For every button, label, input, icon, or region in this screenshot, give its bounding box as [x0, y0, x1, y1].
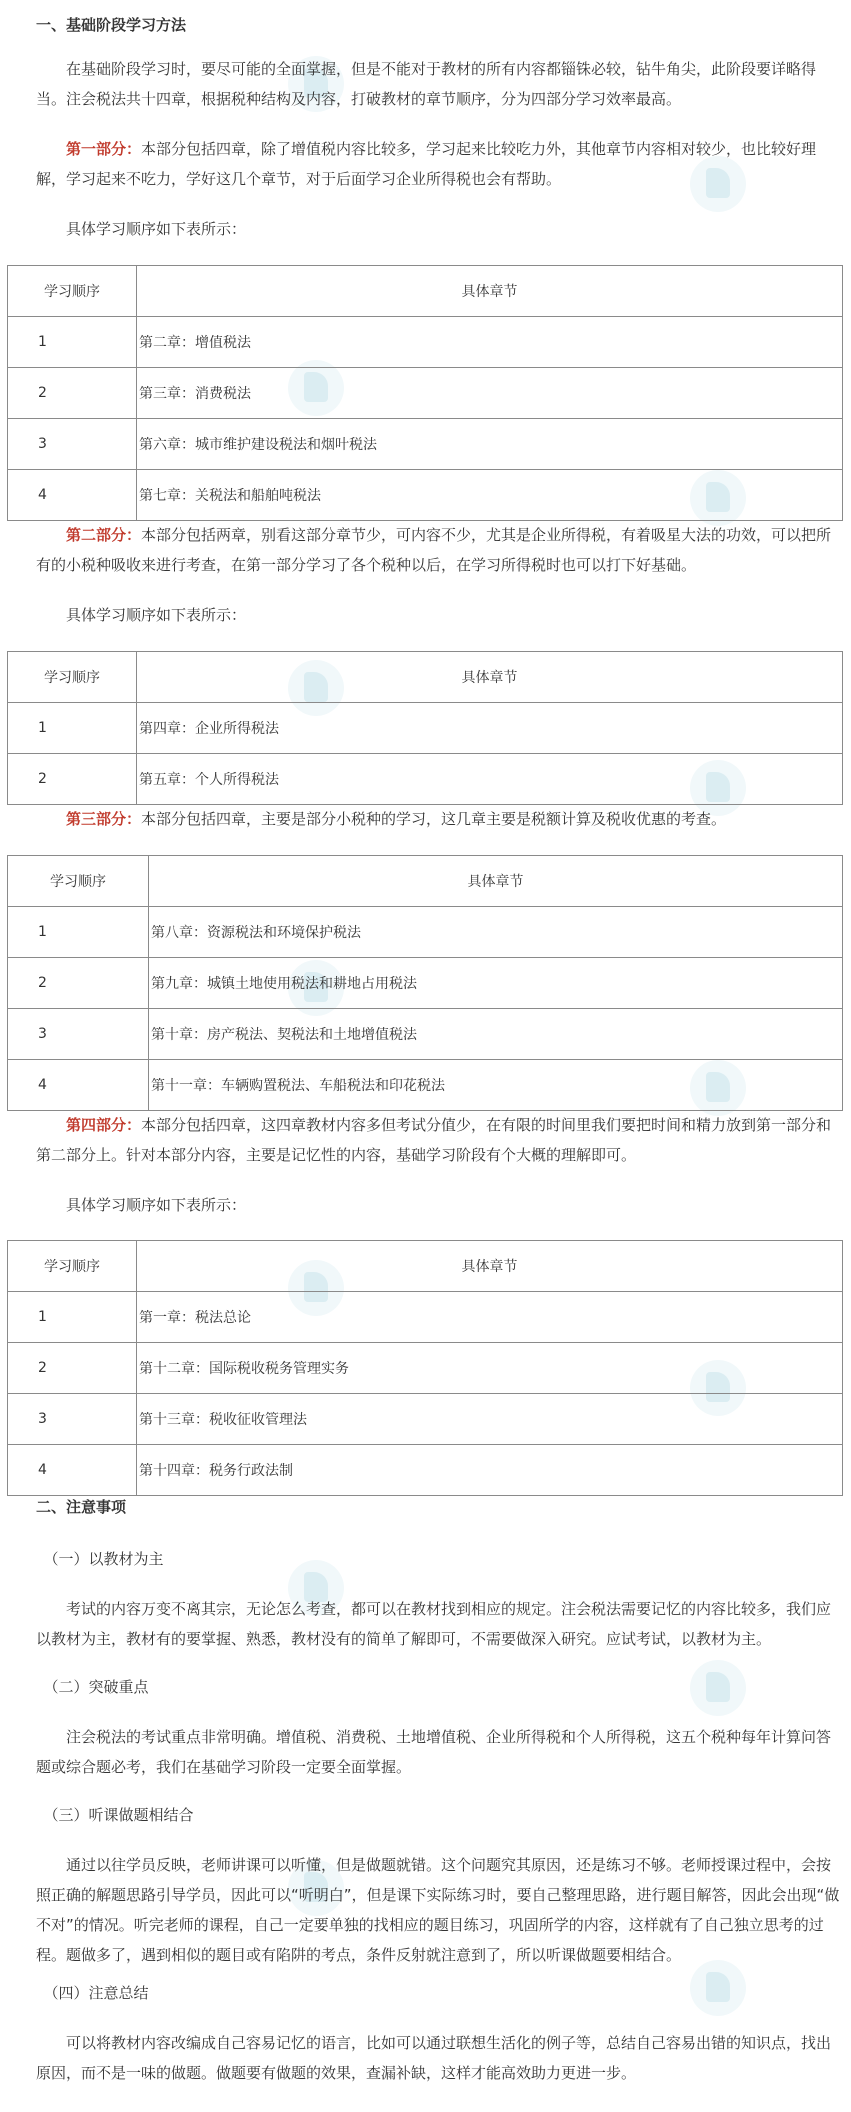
- table-header-row: [8, 652, 843, 703]
- part-1-label: 第一部分：: [66, 140, 142, 158]
- table-cell-chapter: 第十四章：税务行政法制: [137, 1445, 843, 1496]
- table-cell-order: 4: [8, 470, 137, 521]
- table-row: [8, 470, 843, 521]
- item-4-text: 可以将教材内容改编成自己容易记忆的语言，比如可以通过联想生活化的例子等，总结自己容易出错的知识点，找出原因，而不是一味的做题。做题要有做题的效果，查漏补缺，这样才能高效助力更进一步。: [36, 2034, 832, 2082]
- part-1-order-note: 具体学习顺序如下表所示：: [66, 220, 247, 238]
- table-row: [8, 754, 843, 805]
- table-cell-order: 3: [8, 1009, 149, 1060]
- table-cell-chapter: 第一章：税法总论: [137, 1292, 843, 1343]
- item-1-text: 考试的内容万变不离其宗，无论怎么考查，都可以在教材找到相应的规定。注会税法需要记忆的内容比较多，我们应以教材为主，教材有的要掌握、熟悉，教材没有的简单了解即可，不需要做深入研究。应试考试，以教材为主。: [36, 1600, 832, 1648]
- section-2-title: 二、注意事项: [36, 1498, 127, 1516]
- table-header-order: 学习顺序: [8, 266, 137, 317]
- part-4-paragraph: [36, 1110, 841, 1170]
- table-header-chapter: 具体章节: [137, 652, 843, 703]
- section-1-title: 一、基础阶段学习方法: [36, 16, 187, 34]
- table-header-order: 学习顺序: [8, 652, 137, 703]
- table-header-chapter: 具体章节: [137, 1241, 843, 1292]
- table-row: [8, 1060, 843, 1111]
- table-row: [8, 958, 843, 1009]
- table-cell-order: 4: [8, 1445, 137, 1496]
- table-cell-order: 1: [8, 703, 137, 754]
- table-cell-chapter: 第十二章：国际税收税务管理实务: [137, 1343, 843, 1394]
- table-row: [8, 317, 843, 368]
- section-1-intro: 在基础阶段学习时，要尽可能的全面掌握，但是不能对于教材的所有内容都锱铢必较，钻牛角尖，此阶段要详略得当。注会税法共十四章，根据税种结构及内容，打破教材的章节顺序，分为四部分学习效率最高。: [36, 60, 817, 108]
- table-cell-chapter: 第九章：城镇土地使用税法和耕地占用税法: [149, 958, 843, 1009]
- part-4-label: 第四部分：: [66, 1116, 142, 1134]
- table-row: [8, 1445, 843, 1496]
- table-row: [8, 907, 843, 958]
- table-cell-chapter: 第八章：资源税法和环境保护税法: [149, 907, 843, 958]
- part-4-table: [7, 1240, 843, 1496]
- part-2-order-note: 具体学习顺序如下表所示：: [66, 606, 247, 624]
- table-row: [8, 368, 843, 419]
- table-cell-chapter: 第七章：关税法和船舶吨税法: [137, 470, 843, 521]
- table-cell-chapter: 第十章：房产税法、契税法和土地增值税法: [149, 1009, 843, 1060]
- table-header-chapter: 具体章节: [149, 856, 843, 907]
- table-row: [8, 1009, 843, 1060]
- item-3-text: 通过以往学员反映，老师讲课可以听懂，但是做题就错。这个问题究其原因，还是练习不够。老师授课过程中，会按照正确的解题思路引导学员，因此可以“听明白”，但是课下实际练习时，要自己整理思路，进行题目解答，因此会出现“做不对”的情况。听完老师的课程，自己一定要单独的找相应的题目练习，巩固所学的内容，这样就有了自己独立思考的过程。题做多了，遇到相似的题目或有陷阱的考点，条件反射就注意到了，所以听课做题要相结合。: [36, 1856, 840, 1964]
- part-1-table: [7, 265, 843, 521]
- part-3-text: 本部分包括四章，主要是部分小税种的学习，这几章主要是税额计算及税收优惠的考查。: [141, 810, 727, 828]
- table-cell-order: 2: [8, 1343, 137, 1394]
- table-cell-chapter: 第三章：消费税法: [137, 368, 843, 419]
- table-header-order: 学习顺序: [8, 856, 149, 907]
- item-2-heading: （二）突破重点: [43, 1678, 149, 1696]
- table-cell-order: 1: [8, 317, 137, 368]
- table-header-row: [8, 1241, 843, 1292]
- table-cell-chapter: 第二章：增值税法: [137, 317, 843, 368]
- table-cell-order: 2: [8, 958, 149, 1009]
- table-cell-order: 2: [8, 368, 137, 419]
- part-4-order-note: 具体学习顺序如下表所示：: [66, 1196, 247, 1214]
- table-row: [8, 703, 843, 754]
- table-header-order: 学习顺序: [8, 1241, 137, 1292]
- table-cell-chapter: 第十三章：税收征收管理法: [137, 1394, 843, 1445]
- part-4-text: 本部分包括四章，这四章教材内容多但考试分值少，在有限的时间里我们要把时间和精力放到第一部分和第二部分上。针对本部分内容，主要是记忆性的内容，基础学习阶段有个大概的理解即可。: [36, 1116, 832, 1164]
- part-3-table: [7, 855, 843, 1111]
- table-cell-order: 4: [8, 1060, 149, 1111]
- item-3-heading: （三）听课做题相结合: [43, 1806, 194, 1824]
- table-header-row: [8, 856, 843, 907]
- item-1-heading: （一）以教材为主: [43, 1550, 164, 1568]
- part-1-text: 本部分包括四章，除了增值税内容比较多，学习起来比较吃力外，其他章节内容相对较少，也比较好理解，学习起来不吃力，学好这几个章节，对于后面学习企业所得税也会有帮助。: [36, 140, 817, 188]
- table-row: [8, 1343, 843, 1394]
- item-4-heading: （四）注意总结: [43, 1984, 149, 2002]
- part-1-paragraph: [36, 134, 841, 194]
- table-cell-order: 3: [8, 419, 137, 470]
- table-row: [8, 419, 843, 470]
- part-3-paragraph: [36, 804, 841, 834]
- part-3-label: 第三部分：: [66, 810, 142, 828]
- part-2-paragraph: [36, 520, 841, 580]
- table-cell-order: 3: [8, 1394, 137, 1445]
- table-row: [8, 1292, 843, 1343]
- table-cell-chapter: 第五章：个人所得税法: [137, 754, 843, 805]
- item-2-text: 注会税法的考试重点非常明确。增值税、消费税、土地增值税、企业所得税和个人所得税，这五个税种每年计算问答题或综合题必考，我们在基础学习阶段一定要全面掌握。: [36, 1728, 832, 1776]
- table-cell-order: 2: [8, 754, 137, 805]
- table-header-row: [8, 266, 843, 317]
- part-2-label: 第二部分：: [66, 526, 142, 544]
- table-cell-chapter: 第十一章：车辆购置税法、车船税法和印花税法: [149, 1060, 843, 1111]
- table-row: [8, 1394, 843, 1445]
- table-cell-chapter: 第四章：企业所得税法: [137, 703, 843, 754]
- part-2-table: [7, 651, 843, 805]
- table-cell-order: 1: [8, 907, 149, 958]
- table-cell-chapter: 第六章：城市维护建设税法和烟叶税法: [137, 419, 843, 470]
- table-cell-order: 1: [8, 1292, 137, 1343]
- table-header-chapter: 具体章节: [137, 266, 843, 317]
- part-2-text: 本部分包括两章，别看这部分章节少，可内容不少，尤其是企业所得税，有着吸星大法的功效，可以把所有的小税种吸收来进行考查，在第一部分学习了各个税种以后，在学习所得税时也可以打下好基础。: [36, 526, 832, 574]
